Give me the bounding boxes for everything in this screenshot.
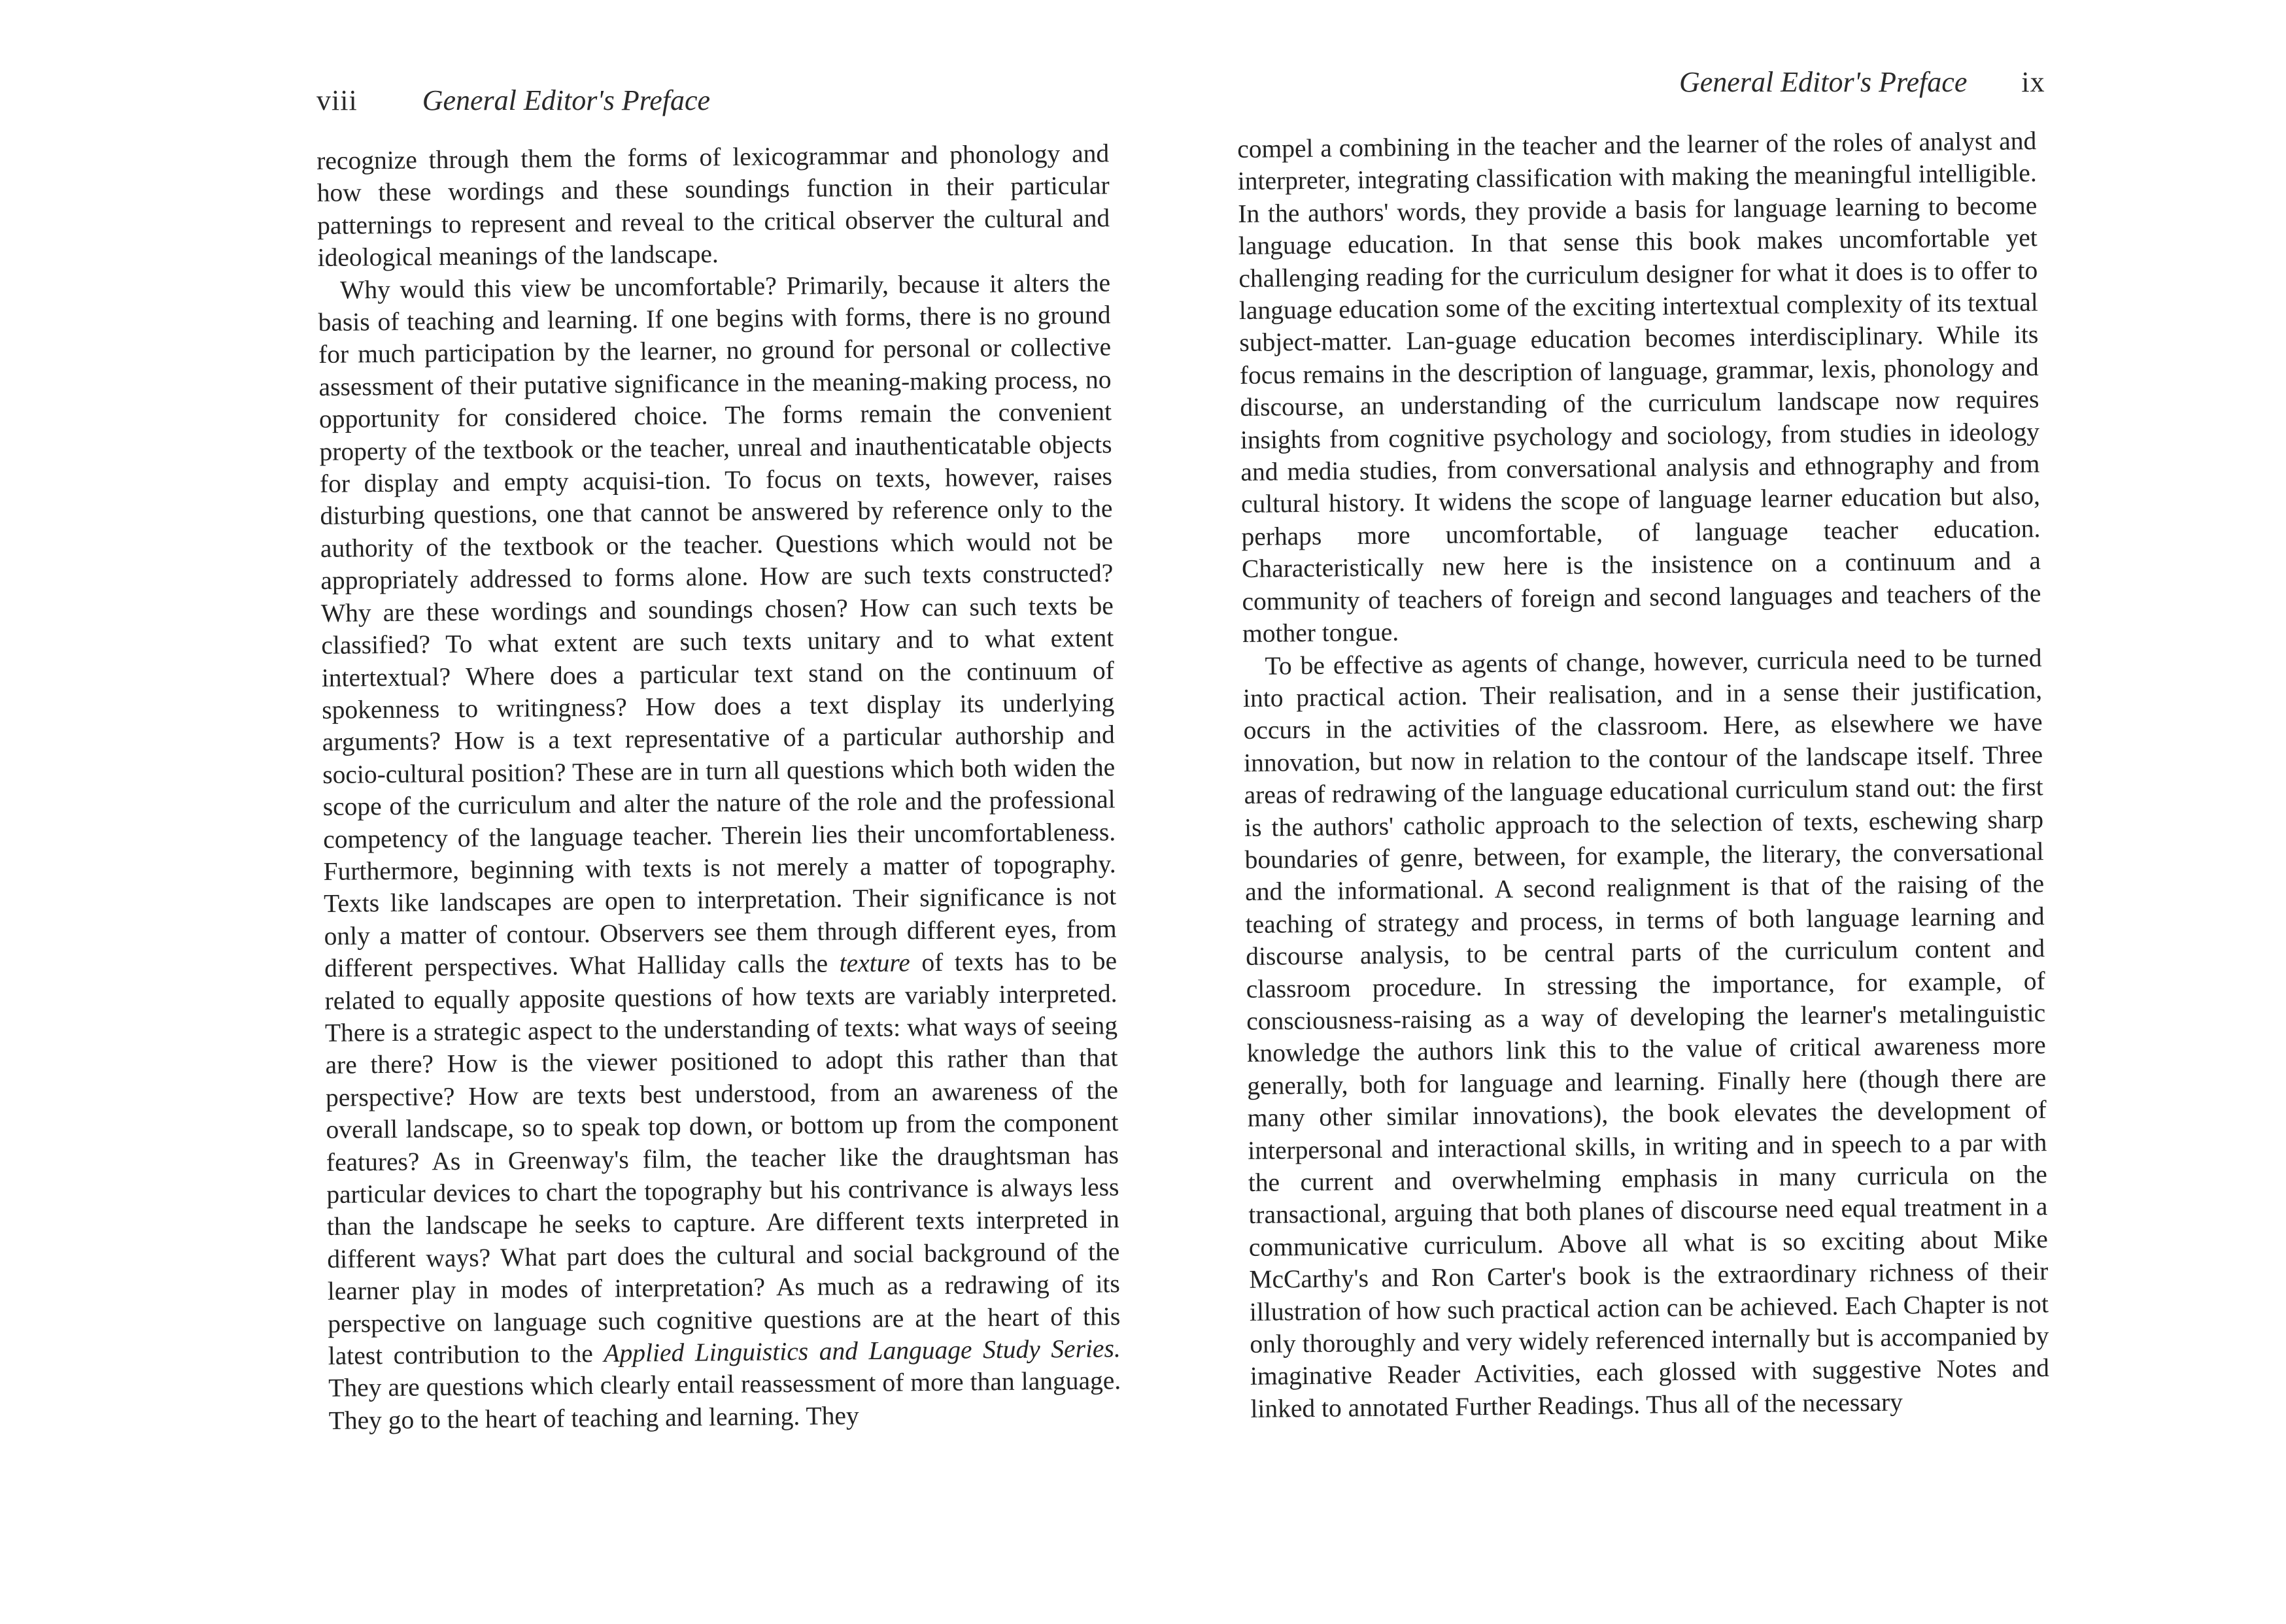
text-run: compel a combining in the teacher and the learner of the roles of analyst and interpreter, integrating classification with making the meaningful intelligible. In the authors' words, they provide a basis for language learning to become language education. In that sense this book makes uncomfortable yet challenging reading for the curriculum designer for what it does is to offer to language education some of the exciting intertextual complexity of its textual subject-matter. Lan-guage education becomes interdisciplinary. While its focus remains in the description of language, grammar, lexis, phonology and discourse, an understanding of the curriculum landscape now requires insights from cognitive psychology and sociology, from studies in ideology and media studies, from conversational analysis and ethnography and from cultural history. It widens the scope of language learner education but also, perhaps more uncomfortable, of language teacher education. Characteristically new here is the insistence on a continuum and a community of teachers of foreign and second languages and teachers of the mother tongue. (1237, 126, 2041, 649)
right-running-head (1679, 64, 2045, 101)
left-body-text (316, 137, 1121, 1437)
left-running-head-title: General Editor's Preface (422, 84, 711, 116)
paragraph (318, 267, 1121, 1437)
right-page-number: ix (2021, 66, 2045, 98)
left-page-number: viii (316, 84, 358, 116)
paragraph (1242, 642, 2049, 1425)
text-run: recognize through them the forms of lexicogrammar and phonology and how these wordings and these soundings function in their particular patternings to represent and reveal to the critical observer the cultural and ideological meanings of the landscape. (316, 139, 1110, 273)
right-body-text (1237, 125, 2050, 1425)
paragraph (316, 137, 1110, 274)
left-running-head (316, 82, 710, 119)
text-run: To be effective as agents of change, however, curricula need to be turned into practical action. Their realisation, and in a sense their justification, occurs in the activities of the classroom. Here, as elsewhere we have innovation, but now in relation to the contour of the landscape itself. Three areas of redrawing of the language educational curriculum stand out: the first is the authors' catholic approach to the selection of texts, eschewing sharp boundaries of genre, between, for example, the literary, the conversational and the informational. A second realignment is that of the raising of the teaching of strategy and process, in terms of both language learning and discourse analysis, to be central parts of the curriculum content and classroom procedure. In stressing the importance, for example, of consciousness-raising as a way of developing the learner's metalinguistic knowledge the authors link this to the value of critical awareness more generally, both for language and learning. Finally here (though there are many other similar innovations), the book elevates the development of interpersonal and interactional skills, in writing and in speech to a par with the current and overwhelming emphasis in many curricula on the transactional, arguing that both planes of discourse need equal treatment in a communicative curriculum. Above all what is so exciting about Mike McCarthy's and Ron Carter's book is the extraordinary richness of their illustration of how such practical action can be achieved. Each Chapter is not only thoroughly and very widely referenced internally but is accompanied by imaginative Reader Activities, each glossed with suggestive Notes and linked to annotated Further Readings. Thus all of the necessary (1242, 643, 2050, 1423)
right-page (1143, 0, 2286, 1624)
paragraph (1237, 125, 2041, 650)
right-running-head-title: General Editor's Preface (1679, 66, 1968, 98)
text-run: of texts has to be related to equally apposite questions of how texts are variably interpreted. There is a strategic aspect to the understanding of texts: what ways of seeing are there? How is the viewer positioned to adopt this rather than that perspective? How are texts best understood, from an awareness of the overall landscape, so to speak top down, or bottom up from the component features? As in Greenway's film, the teacher like the draughtsman has particular devices to chart the topography but his contrivance is always less than the landscape he seeks to capture. Are different texts interpreted in different ways? What part does the cultural and social background of the learner play in modes of interpretation? As much as a redrawing of its perspective on language such cognitive questions are at the heart of this latest contribution to the (324, 946, 1121, 1370)
text-run: Why would this view be uncomfortable? Primarily, because it alters the basis of teaching and learning. If one begins with forms, there is no ground for much participation by the learner, no ground for personal or collective assessment of their putative significance in the meaning-making process, no opportunity for considered choice. The forms remain the convenient property of the textbook or the teacher, unreal and inauthenticatable objects for display and empty acquisi-tion. To focus on texts, however, raises disturbing questions, one that cannot be answered by reference only to the authority of the textbook or the teacher. Questions which would not be appropriately addressed to forms alone. How are such texts constructed? Why are these wordings and soundings chosen? How can such texts be classified? To what extent are such texts unitary and to what extent intertextual? Where does a particular text stand on the continuum of spokenness to writingness? How does a text display its underlying arguments? How is a text representative of a particular authorship and socio-cultural position? These are in turn all questions which both widen the scope of the curriculum and alter the nature of the role and the professional competency of the language teacher. Therein lies their uncomfortableness. Furthermore, beginning with texts is not merely a matter of topography. Texts like landscapes are open to interpretation. Their significance is not only a matter of contour. Observers see them through different eyes, from different perspectives. What Halliday calls the (318, 267, 1117, 983)
italic-text: texture (839, 948, 911, 978)
text-run: They are questions which clearly entail reassessment of more than language. They go to the heart of teaching and learning. They (328, 1366, 1121, 1435)
italic-text: Applied Linguistics and Language Study Series. (604, 1334, 1121, 1368)
